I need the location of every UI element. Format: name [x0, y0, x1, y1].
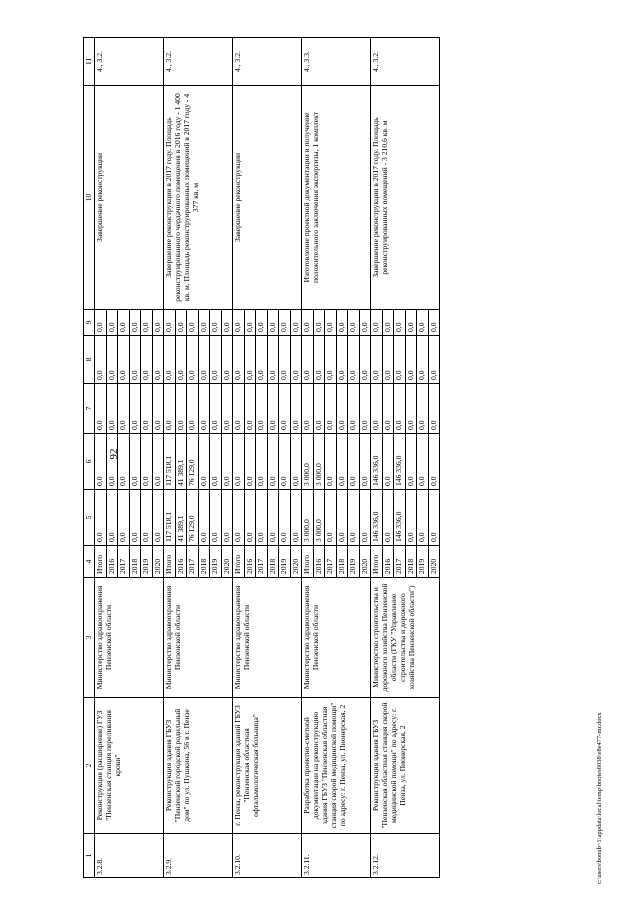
amount-cell: 0,0	[267, 490, 279, 546]
amount-cell: 0,0	[290, 336, 302, 384]
amount-cell: 0,0	[129, 384, 141, 434]
year-cell: Итого	[233, 546, 245, 578]
amount-cell: 0,0	[359, 434, 371, 490]
year-cell: Итого	[371, 546, 383, 578]
row-number: 3.2.9.	[164, 834, 233, 878]
amount-cell: 0,0	[325, 310, 337, 336]
executor-name: Министерство здравоохранения Пензенской области	[95, 578, 164, 698]
amount-cell: 0,0	[394, 384, 406, 434]
amount-cell: 0,0	[382, 336, 394, 384]
measure-name: г. Пенза, реконструкция зданий ГБУЗ "Пензенская областная офтальмологическая больница"	[233, 698, 302, 834]
amount-cell: 0,0	[382, 490, 394, 546]
year-cell: Итого	[164, 546, 176, 578]
amount-cell: 0,0	[428, 310, 440, 336]
executor-name: Министерство здравоохранения Пензенской области	[164, 578, 233, 698]
amount-cell: 0,0	[382, 310, 394, 336]
amount-cell: 0,0	[336, 434, 348, 490]
amount-cell: 0,0	[371, 310, 383, 336]
year-cell: 2018	[405, 546, 417, 578]
table-row	[233, 38, 245, 878]
amount-cell: 0,0	[198, 310, 210, 336]
year-cell: 2016	[244, 546, 256, 578]
amount-cell: 0,0	[129, 490, 141, 546]
year-cell: 2020	[152, 546, 164, 578]
amount-cell: 0,0	[95, 490, 107, 546]
amount-cell: 3 000,0	[313, 490, 325, 546]
amount-cell: 0,0	[290, 384, 302, 434]
amount-cell: 0,0	[394, 310, 406, 336]
amount-cell: 0,0	[405, 490, 417, 546]
column-number: 9	[84, 310, 95, 336]
amount-cell: 0,0	[152, 336, 164, 384]
table-row	[302, 38, 314, 878]
amount-cell: 0,0	[95, 384, 107, 434]
amount-cell: 0,0	[348, 336, 360, 384]
amount-cell: 0,0	[279, 434, 291, 490]
expected-result: Завершение реконструкции в 2017 году. Площадь реконструированных помещений - 3 210,6 кв. м	[371, 86, 440, 310]
year-cell: 2019	[210, 546, 222, 578]
rotated-table-wrapper	[83, 38, 607, 878]
indicator-ref: 4., 3.2.	[95, 38, 164, 86]
amount-cell: 0,0	[175, 384, 187, 434]
amount-cell: 0,0	[256, 310, 268, 336]
row-number: 3.2.12.	[371, 834, 440, 878]
amount-cell: 0,0	[210, 384, 222, 434]
executor-name: Министерство здравоохранения Пензенской области	[233, 578, 302, 698]
amount-cell: 0,0	[417, 310, 429, 336]
amount-cell: 0,0	[152, 434, 164, 490]
amount-cell: 0,0	[256, 434, 268, 490]
amount-cell: 0,0	[428, 384, 440, 434]
year-cell: 2020	[290, 546, 302, 578]
amount-cell: 0,0	[187, 384, 199, 434]
amount-cell: 0,0	[221, 384, 233, 434]
amount-cell: 0,0	[302, 310, 314, 336]
page-number: 92	[108, 448, 120, 460]
measure-name: Разработка проектно-сметной документации на реконструкцию здания ГБУЗ "Пензенская областная станция скорой медицинской помощи" по адресу: г. Пенза, ул. Пионерская, 2	[302, 698, 371, 834]
table-body	[95, 38, 440, 878]
amount-cell: 0,0	[394, 336, 406, 384]
row-number: 3.2.10.	[233, 834, 302, 878]
amount-cell: 0,0	[106, 310, 118, 336]
amount-cell: 0,0	[175, 310, 187, 336]
amount-cell: 0,0	[210, 310, 222, 336]
executor-name: Министерство строительства и дорожного хозяйства Пензенской области (ГКУ "Управление строительства и дорожного хозяйства Пензенской области")	[371, 578, 440, 698]
amount-cell: 0,0	[359, 336, 371, 384]
amount-cell: 0,0	[244, 384, 256, 434]
amount-cell: 0,0	[359, 384, 371, 434]
year-cell: 2020	[428, 546, 440, 578]
amount-cell: 76 129,0	[187, 434, 199, 490]
amount-cell: 0,0	[221, 336, 233, 384]
amount-cell: 76 129,0	[187, 490, 199, 546]
year-cell: 2019	[348, 546, 360, 578]
row-number: 3.2.11.	[302, 834, 371, 878]
amount-cell: 0,0	[118, 384, 130, 434]
year-cell: 2017	[187, 546, 199, 578]
indicator-ref: 4., 3.2.	[371, 38, 440, 86]
column-number: 5	[84, 490, 95, 546]
amount-cell: 3 000,0	[313, 434, 325, 490]
year-cell: 2020	[359, 546, 371, 578]
amount-cell: 0,0	[244, 490, 256, 546]
amount-cell: 41 389,1	[175, 434, 187, 490]
measure-name: Реконструкция (расширение) ГУЗ "Пензенская станция переливания крови"	[95, 698, 164, 834]
amount-cell: 0,0	[256, 336, 268, 384]
expected-result: Изготовление проектной документации и получение положительного заключения экспертизы, 1 комплект	[302, 86, 371, 310]
amount-cell: 0,0	[325, 336, 337, 384]
year-cell: Итого	[302, 546, 314, 578]
amount-cell: 0,0	[382, 384, 394, 434]
amount-cell: 0,0	[302, 336, 314, 384]
amount-cell: 0,0	[233, 336, 245, 384]
amount-cell: 0,0	[141, 434, 153, 490]
amount-cell: 0,0	[371, 384, 383, 434]
year-cell: 2016	[106, 546, 118, 578]
amount-cell: 146 336,0	[371, 490, 383, 546]
amount-cell: 0,0	[198, 336, 210, 384]
expected-result: Завершение реконструкции	[233, 86, 302, 310]
year-cell: Итого	[95, 546, 107, 578]
amount-cell: 0,0	[325, 384, 337, 434]
amount-cell: 0,0	[371, 336, 383, 384]
amount-cell: 0,0	[405, 336, 417, 384]
measure-name: Реконструкция здания ГБУЗ "Пензенская областная станция скорой медицинской помощи" по адресу: г. Пенза, ул. Пионерская, 2	[371, 698, 440, 834]
amount-cell: 0,0	[336, 490, 348, 546]
amount-cell: 0,0	[336, 384, 348, 434]
year-cell: 2019	[279, 546, 291, 578]
amount-cell: 0,0	[164, 336, 176, 384]
year-cell: 2016	[175, 546, 187, 578]
executor-name: Министерство здравоохранения Пензенской области	[302, 578, 371, 698]
amount-cell: 0,0	[256, 384, 268, 434]
amount-cell: 0,0	[290, 434, 302, 490]
amount-cell: 0,0	[118, 310, 130, 336]
amount-cell: 0,0	[348, 490, 360, 546]
amount-cell: 0,0	[256, 490, 268, 546]
amount-cell: 0,0	[210, 490, 222, 546]
column-number: 3	[84, 578, 95, 698]
amount-cell: 0,0	[279, 490, 291, 546]
amount-cell: 0,0	[95, 336, 107, 384]
amount-cell: 0,0	[405, 434, 417, 490]
amount-cell: 0,0	[267, 384, 279, 434]
year-cell: 2016	[382, 546, 394, 578]
amount-cell: 0,0	[348, 384, 360, 434]
amount-cell: 0,0	[428, 490, 440, 546]
amount-cell: 0,0	[141, 310, 153, 336]
amount-cell: 117 518,1	[164, 490, 176, 546]
amount-cell: 0,0	[313, 384, 325, 434]
amount-cell: 0,0	[313, 336, 325, 384]
column-number: 8	[84, 336, 95, 384]
column-number: 4	[84, 546, 95, 578]
amount-cell: 0,0	[417, 384, 429, 434]
amount-cell: 0,0	[405, 310, 417, 336]
amount-cell: 0,0	[382, 434, 394, 490]
amount-cell: 0,0	[244, 434, 256, 490]
amount-cell: 0,0	[233, 384, 245, 434]
amount-cell: 0,0	[313, 310, 325, 336]
year-cell: 2019	[417, 546, 429, 578]
amount-cell: 0,0	[95, 310, 107, 336]
amount-cell: 0,0	[198, 384, 210, 434]
amount-cell: 0,0	[210, 434, 222, 490]
amount-cell: 0,0	[417, 434, 429, 490]
amount-cell: 0,0	[267, 434, 279, 490]
column-number: 7	[84, 384, 95, 434]
indicator-ref: 4., 3.3.	[302, 38, 371, 86]
amount-cell: 0,0	[187, 310, 199, 336]
column-number: 2	[84, 698, 95, 834]
amount-cell: 0,0	[233, 434, 245, 490]
amount-cell: 0,0	[152, 490, 164, 546]
amount-cell: 0,0	[141, 384, 153, 434]
year-cell: 2018	[129, 546, 141, 578]
year-cell: 2019	[141, 546, 153, 578]
column-number: 11	[84, 38, 95, 86]
amount-cell: 0,0	[221, 434, 233, 490]
amount-cell: 0,0	[359, 310, 371, 336]
amount-cell: 0,0	[267, 310, 279, 336]
amount-cell: 0,0	[164, 384, 176, 434]
amount-cell: 0,0	[95, 434, 107, 490]
year-cell: 2020	[221, 546, 233, 578]
expected-result: Завершение реконструкции в 2017 году. Площадь реконструированного чердачного помещения в 2016 году - 1 400 кв. м. Площадь реконструированных помещений в 2017 году - 4 377 кв. м	[164, 86, 233, 310]
amount-cell: 0,0	[129, 336, 141, 384]
column-number: 1	[84, 834, 95, 878]
amount-cell: 0,0	[417, 336, 429, 384]
year-cell: 2018	[336, 546, 348, 578]
amount-cell: 0,0	[118, 434, 130, 490]
indicator-ref: 4., 3.2.	[164, 38, 233, 86]
amount-cell: 0,0	[279, 384, 291, 434]
amount-cell: 0,0	[129, 434, 141, 490]
amount-cell: 146 336,0	[394, 490, 406, 546]
measure-name: Реконструкция здания ГБУЗ "Пензенский городской родильный дом" по ул. Пушкина, 56 в г. Пензе	[164, 698, 233, 834]
row-number: 3.2.8.	[95, 834, 164, 878]
amount-cell: 3 000,0	[302, 490, 314, 546]
year-cell: 2017	[394, 546, 406, 578]
amount-cell: 0,0	[106, 336, 118, 384]
table-row	[164, 38, 176, 878]
amount-cell: 146 336,0	[394, 434, 406, 490]
amount-cell: 0,0	[118, 336, 130, 384]
amount-cell: 0,0	[187, 336, 199, 384]
amount-cell: 0,0	[279, 310, 291, 336]
amount-cell: 0,0	[221, 310, 233, 336]
amount-cell: 0,0	[325, 490, 337, 546]
amount-cell: 0,0	[233, 490, 245, 546]
column-number: 6	[84, 434, 95, 490]
amount-cell: 0,0	[233, 310, 245, 336]
amount-cell: 146 336,0	[371, 434, 383, 490]
amount-cell: 0,0	[106, 384, 118, 434]
table-row	[371, 38, 383, 878]
amount-cell: 0,0	[428, 336, 440, 384]
year-cell: 2017	[118, 546, 130, 578]
amount-cell: 0,0	[198, 434, 210, 490]
amount-cell: 0,0	[141, 490, 153, 546]
expected-result: Завершение реконструкции	[95, 86, 164, 310]
amount-cell: 0,0	[290, 310, 302, 336]
amount-cell: 0,0	[164, 310, 176, 336]
footer-file-path: c:\users\bonub~1\appdata\local\temp\bnotes6038\e8e477-mr.docx	[596, 712, 603, 884]
financing-table	[83, 37, 440, 878]
amount-cell: 0,0	[129, 310, 141, 336]
amount-cell: 0,0	[290, 490, 302, 546]
amount-cell: 0,0	[175, 336, 187, 384]
amount-cell: 0,0	[325, 434, 337, 490]
amount-cell: 3 000,0	[302, 434, 314, 490]
amount-cell: 0,0	[152, 384, 164, 434]
year-cell: 2018	[267, 546, 279, 578]
amount-cell: 41 389,1	[175, 490, 187, 546]
amount-cell: 117 518,1	[164, 434, 176, 490]
amount-cell: 0,0	[428, 434, 440, 490]
amount-cell: 0,0	[417, 490, 429, 546]
amount-cell: 0,0	[348, 434, 360, 490]
amount-cell: 0,0	[267, 336, 279, 384]
amount-cell: 0,0	[336, 310, 348, 336]
amount-cell: 0,0	[210, 336, 222, 384]
amount-cell: 0,0	[106, 490, 118, 546]
table-row	[95, 38, 107, 878]
amount-cell: 0,0	[302, 384, 314, 434]
amount-cell: 0,0	[244, 336, 256, 384]
amount-cell: 0,0	[405, 384, 417, 434]
amount-cell: 0,0	[152, 310, 164, 336]
amount-cell: 0,0	[348, 310, 360, 336]
year-cell: 2018	[198, 546, 210, 578]
amount-cell: 0,0	[198, 490, 210, 546]
column-number: 10	[84, 86, 95, 310]
amount-cell: 0,0	[359, 490, 371, 546]
amount-cell: 0,0	[106, 434, 118, 490]
amount-cell: 0,0	[141, 336, 153, 384]
amount-cell: 0,0	[336, 336, 348, 384]
year-cell: 2017	[256, 546, 268, 578]
amount-cell: 0,0	[118, 490, 130, 546]
column-number-row	[84, 38, 95, 878]
amount-cell: 0,0	[279, 336, 291, 384]
amount-cell: 0,0	[221, 490, 233, 546]
amount-cell: 0,0	[244, 310, 256, 336]
indicator-ref: 4., 3.2.	[233, 38, 302, 86]
year-cell: 2017	[325, 546, 337, 578]
year-cell: 2016	[313, 546, 325, 578]
